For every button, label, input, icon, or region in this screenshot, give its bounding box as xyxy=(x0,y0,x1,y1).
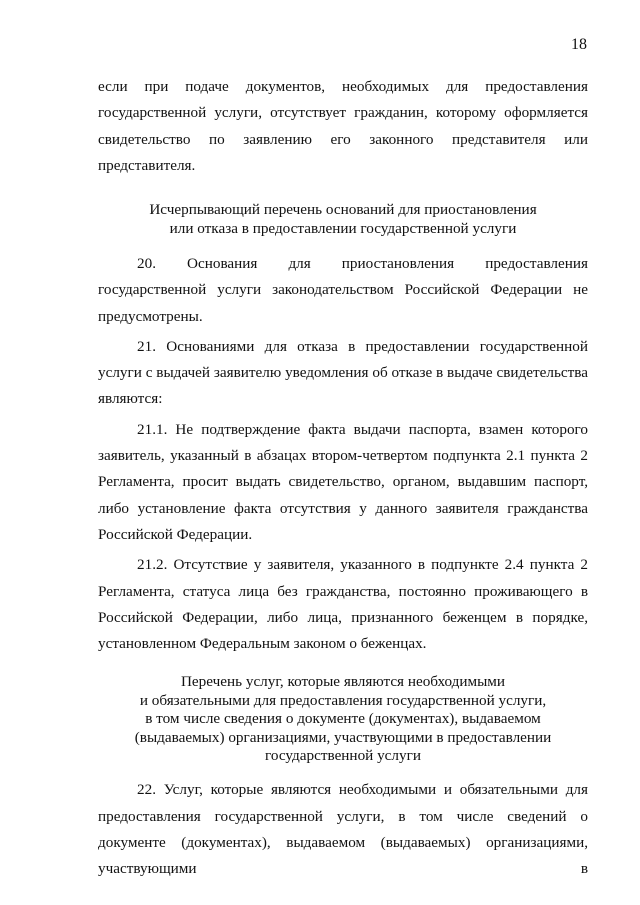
heading-line: или отказа в предоставлении государственной услуги xyxy=(169,219,517,237)
paragraph-21-1: 21.1. Не подтверждение факта выдачи паспорта, взамен которого заявитель, указанный в абзацах втором-четвертом подпункта 2.1 пункта 2 Регламента, просит выдать свидетельство, органом, выдавшим паспорт, либо установление факта отсутствия у данного заявителя гражданства Российской Федерации. xyxy=(98,420,588,543)
paragraph-continuation: если при подаче документов, необходимых для предоставления государственной услуги, отсутствует гражданин, которому оформляется свидетельство по заявлению его законного представителя или представителя. xyxy=(98,78,588,174)
section-heading-suspension-refusal xyxy=(98,201,588,238)
heading-line: (выдаваемых) организациями, участвующими в предоставлении xyxy=(134,728,552,746)
heading-line: государственной услуги xyxy=(265,747,421,765)
page-number: 18 xyxy=(571,36,587,53)
heading-line: и обязательными для предоставления государственной услуги, xyxy=(139,691,547,709)
paragraph-21: 21. Основаниями для отказа в предоставлении государственной услуги с выдачей заявителю уведомления об отказе в выдаче свидетельства являются: xyxy=(98,337,588,408)
heading-line: Перечень услуг, которые являются необходимыми xyxy=(180,673,506,691)
section-heading-necessary-services xyxy=(98,673,588,765)
heading-line: Исчерпывающий перечень оснований для приостановления xyxy=(149,201,537,219)
paragraph-20: 20. Основания для приостановления предоставления государственной услуги законодательством Российской Федерации не предусмотрены. xyxy=(98,255,588,325)
paragraph-21-2: 21.2. Отсутствие у заявителя, указанного в подпункте 2.4 пункта 2 Регламента, статуса лица без гражданства, постоянно проживающего в Российской Федерации, либо лица, признанного беженцем в порядке, установленном Федеральным законом о беженцах. xyxy=(98,556,588,653)
document-body xyxy=(98,74,588,883)
heading-line: в том числе сведения о документе (документах), выдаваемом xyxy=(145,710,541,728)
paragraph-22: 22. Услуг, которые являются необходимыми и обязательными для предоставления государственной услуги, в том числе сведений о документе (документах), выдаваемом (выдаваемых) организациями, участвующими в xyxy=(98,781,588,878)
